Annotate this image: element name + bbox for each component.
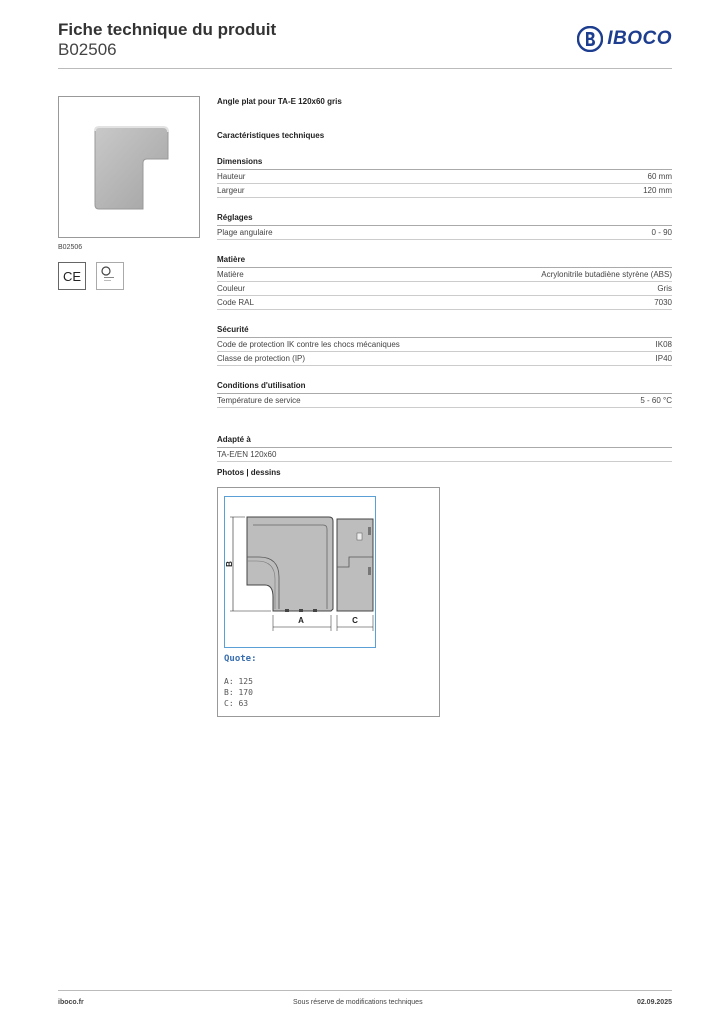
spec-group-title: Sécurité	[217, 324, 672, 338]
spec-row	[217, 282, 672, 296]
spec-group-settings	[217, 212, 672, 240]
footer-divider	[58, 990, 672, 991]
spec-label: Hauteur	[217, 172, 246, 181]
spec-group-safety	[217, 324, 672, 366]
spec-value: 60 mm	[647, 172, 672, 181]
product-image	[58, 96, 200, 238]
ce-mark-icon	[58, 262, 86, 290]
drawing-frame	[224, 496, 376, 648]
quote-c: C: 63	[224, 699, 249, 708]
footer-note: Sous réserve de modifications techniques	[293, 999, 423, 1006]
spec-row	[217, 170, 672, 184]
certification-mark-icon	[96, 262, 124, 290]
page-title: Fiche technique du produit	[58, 20, 277, 39]
spec-label: Température de service	[217, 396, 301, 405]
spec-group-title: Adapté à	[217, 434, 672, 448]
spec-label: Classe de protection (IP)	[217, 354, 306, 363]
footer-website: iboco.fr	[58, 999, 84, 1006]
spec-label: Code de protection IK contre les chocs mécaniques	[217, 340, 400, 349]
section-title: Caractéristiques techniques	[217, 131, 325, 140]
spec-group-title: Conditions d'utilisation	[217, 380, 672, 394]
spec-row	[217, 394, 672, 408]
product-image-code: B02506	[58, 244, 83, 251]
spec-value: 120 mm	[643, 186, 672, 195]
spec-group-title: Matière	[217, 254, 672, 268]
quote-label: Quote:	[224, 654, 257, 664]
spec-label: Matière	[217, 270, 244, 279]
product-code-heading: B02506	[58, 40, 117, 59]
spec-row	[217, 296, 672, 310]
spec-group-conditions	[217, 380, 672, 408]
cable-duct-angle-icon	[59, 97, 199, 237]
spec-label: Couleur	[217, 284, 246, 293]
dimension-b-label: B	[225, 561, 234, 567]
spec-group-dimensions	[217, 156, 672, 198]
spec-row	[217, 338, 672, 352]
brand-name: IBOCO	[607, 28, 672, 49]
spec-label: Plage angulaire	[217, 228, 273, 237]
spec-label: Code RAL	[217, 298, 254, 307]
spec-row	[217, 184, 672, 198]
brand-logo-icon	[577, 26, 603, 52]
footer-date: 02.09.2025	[636, 999, 672, 1006]
spec-group-title: Réglages	[217, 212, 672, 226]
spec-value: IP40	[655, 354, 672, 363]
photos-title: Photos | dessins	[217, 468, 281, 477]
quote-a: A: 125	[224, 677, 253, 686]
spec-label: Largeur	[217, 186, 245, 195]
spec-value: IK08	[655, 340, 672, 349]
spec-value: 0 - 90	[651, 228, 672, 237]
page-header	[58, 20, 672, 60]
svg-text:CE: CE	[62, 269, 82, 284]
dimension-drawing-icon	[225, 497, 375, 647]
dimension-a-label: A	[298, 616, 304, 625]
spec-row	[217, 268, 672, 282]
spec-row	[217, 448, 672, 462]
spec-value: Acrylonitrile butadiène styrène (ABS)	[541, 270, 672, 279]
dimension-c-label: C	[352, 616, 358, 625]
spec-value: Gris	[657, 284, 672, 293]
header-divider	[58, 68, 672, 69]
product-description: Angle plat pour TA-E 120x60 gris	[217, 97, 342, 106]
spec-label: TA-E/EN 120x60	[217, 450, 277, 459]
spec-value: 5 - 60 °C	[640, 396, 672, 405]
spec-group-title: Dimensions	[217, 156, 672, 170]
spec-row	[217, 226, 672, 240]
specifications	[217, 96, 672, 462]
brand-logo	[577, 26, 672, 52]
technical-drawing	[217, 487, 440, 717]
spec-group-adapted	[217, 434, 672, 462]
spec-row	[217, 352, 672, 366]
quote-b: B: 170	[224, 688, 253, 697]
spec-group-material	[217, 254, 672, 310]
spec-value: 7030	[654, 298, 672, 307]
